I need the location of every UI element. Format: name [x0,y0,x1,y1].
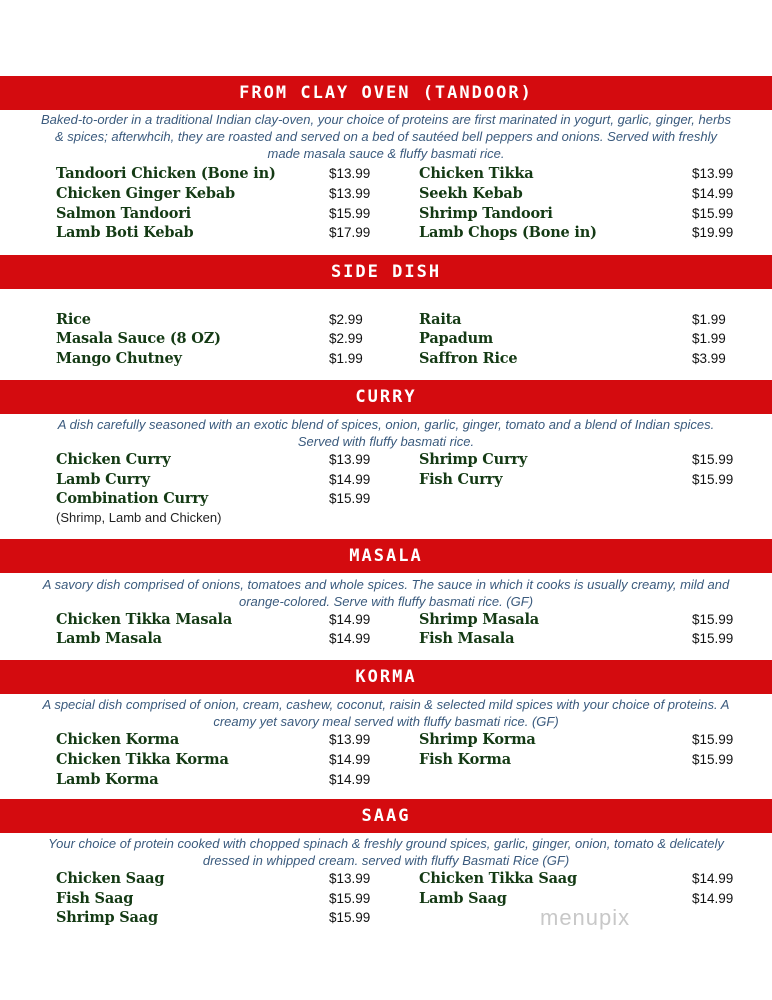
item-price: $15.99 [692,752,734,767]
item-price: $19.99 [692,225,734,240]
item-name: Shrimp Masala [419,611,539,628]
item-name: Rice [56,311,91,328]
menu-item [56,223,376,242]
menu-item [419,223,739,242]
menu-item [419,310,739,329]
item-price: $14.99 [329,772,371,787]
section-header-side-dish [0,255,772,289]
item-name: Shrimp Saag [56,909,158,926]
menu-item [419,204,739,223]
section-description: Baked-to-order in a traditional Indian clay-oven, your choice of proteins are first marinated in yogurt, garlic, ginger, herbs & spices; afterwhcih, they are roasted and served on a bed of sautéed bell peppers and onions. Served with freshly made masala sauce & fluffy basmati rice. [40,112,732,161]
menu-item [419,730,739,749]
menu-item [419,610,739,629]
item-price: $17.99 [329,225,371,240]
item-price: $2.99 [329,312,363,327]
section-title: SIDE DISH [330,262,442,282]
item-name: Raita [419,311,462,328]
item-name: Chicken Tikka Saag [419,870,577,887]
section-title: SAAG [361,806,411,826]
item-name: Fish Masala [419,630,515,647]
item-name: Chicken Tikka Korma [56,751,229,768]
menu-item [419,329,739,348]
item-name: Lamb Korma [56,771,159,788]
item-price: $14.99 [329,612,371,627]
item-price: $15.99 [329,206,371,221]
item-price: $15.99 [329,910,371,925]
section-description: A savory dish comprised of onions, tomatoes and whole spices. The sauce in which it cooks is usually creamy, mild and orange-colored. Serve with fluffy basmati rice. (GF) [42,577,730,609]
menu-item [56,889,376,908]
menu-item [56,310,376,329]
item-name: Shrimp Tandoori [419,205,553,222]
item-price: $14.99 [692,871,734,886]
item-price: $15.99 [692,631,734,646]
section-header-saag [0,799,772,833]
item-price: $15.99 [692,452,734,467]
item-price: $14.99 [329,752,371,767]
section-description: A special dish comprised of onion, cream, cashew, coconut, raisin & selected mild spices with your choice of proteins. A creamy yet savory meal served with fluffy basmati rice. (GF) [42,697,730,729]
item-name: Shrimp Curry [419,451,528,468]
section-header-curry [0,380,772,414]
menu-item [419,349,739,368]
item-price: $1.99 [329,351,363,366]
item-name: Fish Saag [56,890,134,907]
item-name: Seekh Kebab [419,185,523,202]
menu-item [56,610,376,629]
item-name: Mango Chutney [56,350,182,367]
item-price: $3.99 [692,351,726,366]
item-price: $13.99 [329,871,371,886]
item-name: Tandoori Chicken (Bone in) [56,165,276,182]
menu-item [56,470,376,489]
item-price: $13.99 [692,166,734,181]
menu-item [419,629,739,648]
item-price: $15.99 [692,612,734,627]
menu-item [419,470,739,489]
item-price: $1.99 [692,331,726,346]
menu-item [56,908,376,927]
item-name: Saffron Rice [419,350,518,367]
menu-item [56,489,376,508]
item-price: $15.99 [692,472,734,487]
item-price: $15.99 [692,206,734,221]
menu-item [56,349,376,368]
menu-item [419,184,739,203]
item-name: Fish Curry [419,471,503,488]
item-name: Fish Korma [419,751,511,768]
menu-item [56,869,376,888]
item-name: Salmon Tandoori [56,205,191,222]
menu-item [56,629,376,648]
menu-item [56,450,376,469]
item-name: Lamb Curry [56,471,150,488]
menu-item [419,750,739,769]
item-name: Chicken Tikka [419,165,534,182]
item-name: Lamb Masala [56,630,162,647]
menu-item [56,164,376,183]
section-header-korma [0,660,772,694]
menu-item [56,750,376,769]
section-header-tandoor [0,76,772,110]
item-price: $14.99 [329,631,371,646]
item-name: Lamb Chops (Bone in) [419,224,597,241]
menu-item [56,730,376,749]
item-name: Lamb Saag [419,890,507,907]
menu-item [419,164,739,183]
menu-item [419,450,739,469]
menu-item [56,184,376,203]
item-name: Shrimp Korma [419,731,536,748]
item-name: Papadum [419,330,494,347]
item-price: $13.99 [329,732,371,747]
item-name: Chicken Korma [56,731,180,748]
menu-item [56,329,376,348]
item-price: $2.99 [329,331,363,346]
menu-item [56,204,376,223]
item-name: Chicken Saag [56,870,165,887]
section-header-masala [0,539,772,573]
section-description: A dish carefully seasoned with an exotic blend of spices, onion, garlic, ginger, tomato and a blend of Indian spices. Served with fluffy basmati rice. [57,417,715,449]
item-price: $14.99 [329,472,371,487]
item-price: $14.99 [692,186,734,201]
item-price: $15.99 [329,491,371,506]
section-title: MASALA [349,546,423,566]
item-price: $13.99 [329,452,371,467]
item-price: $1.99 [692,312,726,327]
item-name: Combination Curry [56,490,208,507]
watermark: menupix [540,905,631,930]
item-price: $13.99 [329,186,371,201]
item-name: Chicken Ginger Kebab [56,185,235,202]
item-price: $13.99 [329,166,371,181]
item-name: Chicken Curry [56,451,171,468]
section-title: KORMA [355,667,417,687]
item-name: Lamb Boti Kebab [56,224,194,241]
section-description: Your choice of protein cooked with chopped spinach & freshly ground spices, garlic, ginger, onion, tomato & delicately dressed in whipped cream. served with fluffy Basmati Rice (GF) [48,836,724,868]
item-name: Masala Sauce (8 OZ) [56,330,221,347]
item-note: (Shrimp, Lamb and Chicken) [56,510,222,525]
item-price: $14.99 [692,891,734,906]
menu-item [56,770,376,789]
menu-item [419,869,739,888]
item-name: Chicken Tikka Masala [56,611,233,628]
item-price: $15.99 [329,891,371,906]
item-price: $15.99 [692,732,734,747]
section-title: CURRY [355,387,417,407]
section-title: FROM CLAY OVEN (TANDOOR) [239,83,533,103]
